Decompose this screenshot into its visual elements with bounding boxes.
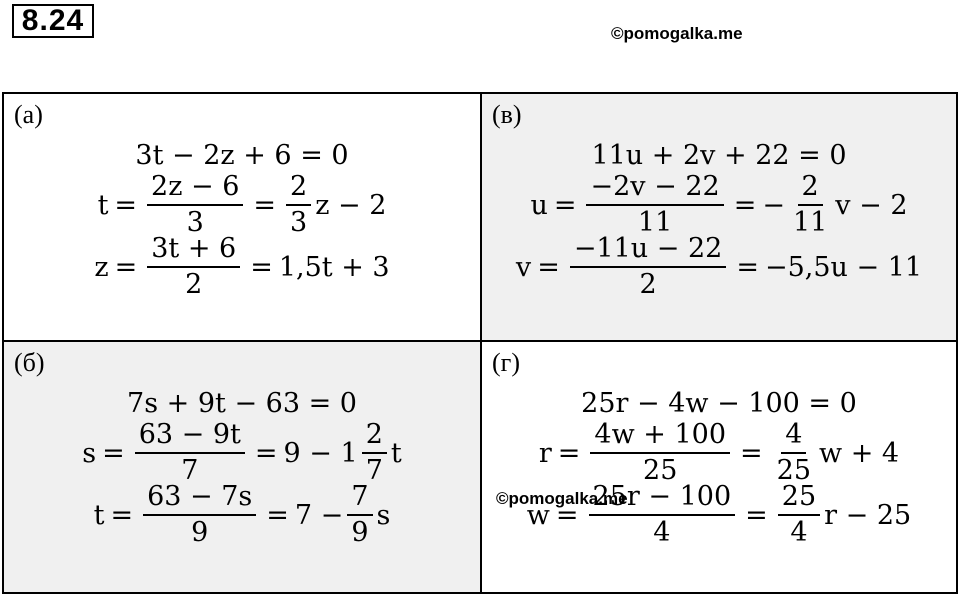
fraction: $\frac{4w + 100}{25}$ — [590, 421, 730, 485]
fraction: $\frac{25}{4}$ — [778, 483, 820, 547]
fraction: $\frac{63 - 7s}{9}$ — [143, 483, 256, 547]
cell-label: (г) — [492, 348, 520, 377]
equation-line: v = $\frac{-11u - 22}{2}$ = −5,5u − 11 — [515, 233, 923, 300]
watermark-top: ©pomogalka.me — [611, 24, 743, 43]
equation-line: t = $\frac{63 - 7s}{9}$ = 7 − $\frac{7}{9}$ s — [93, 481, 391, 548]
equation-line: 25r − 4w − 100 = 0 — [581, 387, 857, 419]
cell-g — [480, 340, 958, 594]
equation-line: 3t − 2z + 6 = 0 — [135, 139, 349, 171]
fraction: $\frac{25r - 100}{4}$ — [589, 483, 736, 547]
fraction: $\frac{2}{7}$ — [362, 421, 387, 485]
equations — [4, 138, 480, 298]
cell-a — [2, 92, 482, 342]
equations — [482, 386, 956, 546]
fraction: $\frac{2}{11}$ — [792, 171, 828, 238]
cell-v — [480, 92, 958, 342]
cell-label: (в) — [492, 100, 522, 129]
cell-b — [2, 340, 482, 594]
fraction: $\frac{3t + 6}{2}$ — [147, 235, 240, 299]
watermark-mid: ©pomogalka.me — [496, 489, 628, 508]
equation-line: 11u + 2v + 22 = 0 — [591, 139, 847, 171]
equation-line: u = $\frac{-2v - 22}{11}$ = − $\frac{2}{11}$ v − 2 — [530, 171, 908, 238]
fraction: $\frac{2z - 6}{3}$ — [147, 173, 243, 237]
equation-line: 7s + 9t − 63 = 0 — [127, 387, 357, 419]
equation-line: s = $\frac{63 - 9t}{7}$ = 9 − 1 $\frac{2}{7}$ t — [82, 419, 402, 486]
fraction: $\frac{63 - 9t}{7}$ — [135, 421, 245, 485]
equations — [4, 386, 480, 546]
fraction: $\frac{-11u - 22}{2}$ — [570, 235, 727, 299]
equation-line: t = $\frac{2z - 6}{3}$ = $\frac{2}{3}$ z − 2 — [97, 171, 387, 238]
fraction: $\frac{2}{3}$ — [286, 173, 311, 237]
cell-label: (б) — [14, 348, 45, 377]
solution-grid — [2, 92, 958, 594]
equation-line: z = $\frac{3t + 6}{2}$ = 1,5t + 3 — [94, 233, 390, 300]
equation-line: w = $\frac{25r - 100}{4}$ = $\frac{25}{4}$ r − 25 — [526, 481, 912, 548]
fraction: $\frac{4}{25}$ — [776, 419, 812, 486]
equations — [482, 138, 956, 298]
fraction: $\frac{7}{9}$ — [347, 483, 372, 547]
cell-label: (а) — [14, 100, 43, 129]
equation-line: r = $\frac{4w + 100}{25}$ = $\frac{4}{25}$ w + 4 — [538, 419, 900, 486]
fraction: $\frac{-2v - 22}{11}$ — [586, 173, 723, 237]
problem-number: 8.24 — [12, 4, 94, 38]
